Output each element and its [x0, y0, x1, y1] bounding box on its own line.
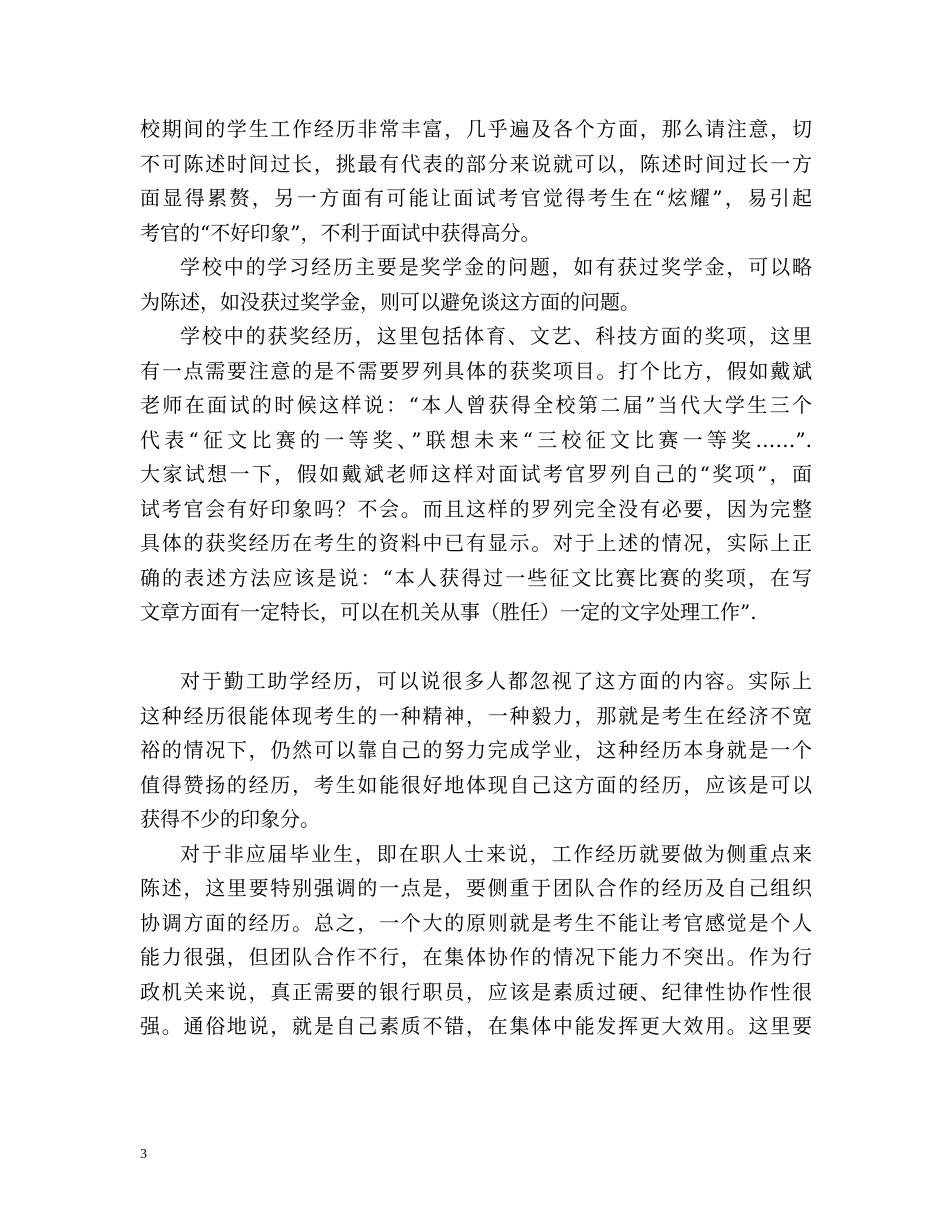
paragraph-spacer: [140, 630, 812, 665]
text-line: 有一点需要注意的是不需要罗列具体的获奖项目。打个比方，假如戴斌: [140, 358, 812, 383]
text-line: 校期间的学生工作经历非常丰富，几乎遍及各个方面，那么请注意，切: [140, 117, 812, 141]
paragraph-3: [140, 319, 812, 630]
text-line: 学校中的获奖经历，这里包括体育、文艺、科技方面的奖项，这里: [180, 324, 812, 348]
text-line: 裕的情况下，仍然可以靠自己的努力完成学业，这种经历本身就是一个: [140, 738, 812, 762]
text-line: 学校中的学习经历主要是奖学金的问题，如有获过奖学金，可以略: [180, 255, 812, 279]
text-line: 老师在面试的时候这样说：“本人曾获得全校第二届”当代大学生三个: [140, 393, 812, 417]
text-line: 这种经历很能体现考生的一种精神，一种毅力，那就是考生在经济不宽: [140, 703, 812, 728]
paragraph-4: [140, 664, 812, 837]
paragraph-5: [140, 837, 812, 1044]
text-line: 具体的获奖经历在考生的资料中已有显示。对于上述的情况，实际上正: [140, 531, 812, 555]
text-line: 协调方面的经历。总之，一个大的原则就是考生不能让考官感觉是个人: [140, 910, 812, 935]
text-line: 面显得累赘，另一方面有可能让面试考官觉得考生在“炫耀”，易引起: [140, 186, 812, 210]
page-number: 3: [140, 1147, 147, 1162]
text-line: 文章方面有一定特长，可以在机关从事（胜任）一定的文字处理工作”.: [140, 600, 757, 624]
text-line: 政机关来说，真正需要的银行职员，应该是素质过硬、纪律性协作性很: [140, 979, 812, 1004]
text-line: 陈述，这里要特别强调的一点是，要侧重于团队合作的经历及自己组织: [140, 876, 812, 900]
text-line: 试考官会有好印象吗？不会。而且这样的罗列完全没有必要，因为完整: [140, 496, 812, 521]
text-line: 代表“征文比赛的一等奖、”联想未来“三校征文比赛一等奖……”.: [140, 427, 812, 452]
text-line: 值得赞扬的经历，考生如能很好地体现自己这方面的经历，应该是可以: [140, 772, 812, 797]
paragraph-1: [140, 112, 812, 250]
paragraph-2: [140, 250, 812, 319]
text-line: 获得不少的印象分。: [140, 807, 320, 831]
text-line: 不可陈述时间过长，挑最有代表的部分来说就可以，陈述时间过长一方: [140, 151, 812, 176]
text-line: 确的表述方法应该是说：“本人获得过一些征文比赛比赛的奖项，在写: [140, 565, 812, 590]
text-line: 能力很强，但团队合作不行，在集体协作的情况下能力不突出。作为行: [140, 945, 812, 969]
text-line: 对于勤工助学经历，可以说很多人都忽视了这方面的内容。实际上: [180, 669, 812, 693]
text-line: 大家试想一下，假如戴斌老师这样对面试考官罗列自己的“奖项”，面: [140, 462, 812, 486]
text-line: 强。通俗地说，就是自己素质不错，在集体中能发挥更大效用。这里要: [140, 1014, 812, 1038]
body-text: [140, 112, 812, 1044]
text-line: 考官的“不好印象”，不利于面试中获得高分。: [140, 220, 541, 245]
text-line: 对于非应届毕业生，即在职人士来说，工作经历就要做为侧重点来: [180, 841, 812, 866]
text-line: 为陈述，如没获过奖学金，则可以避免谈这方面的问题。: [140, 289, 640, 314]
